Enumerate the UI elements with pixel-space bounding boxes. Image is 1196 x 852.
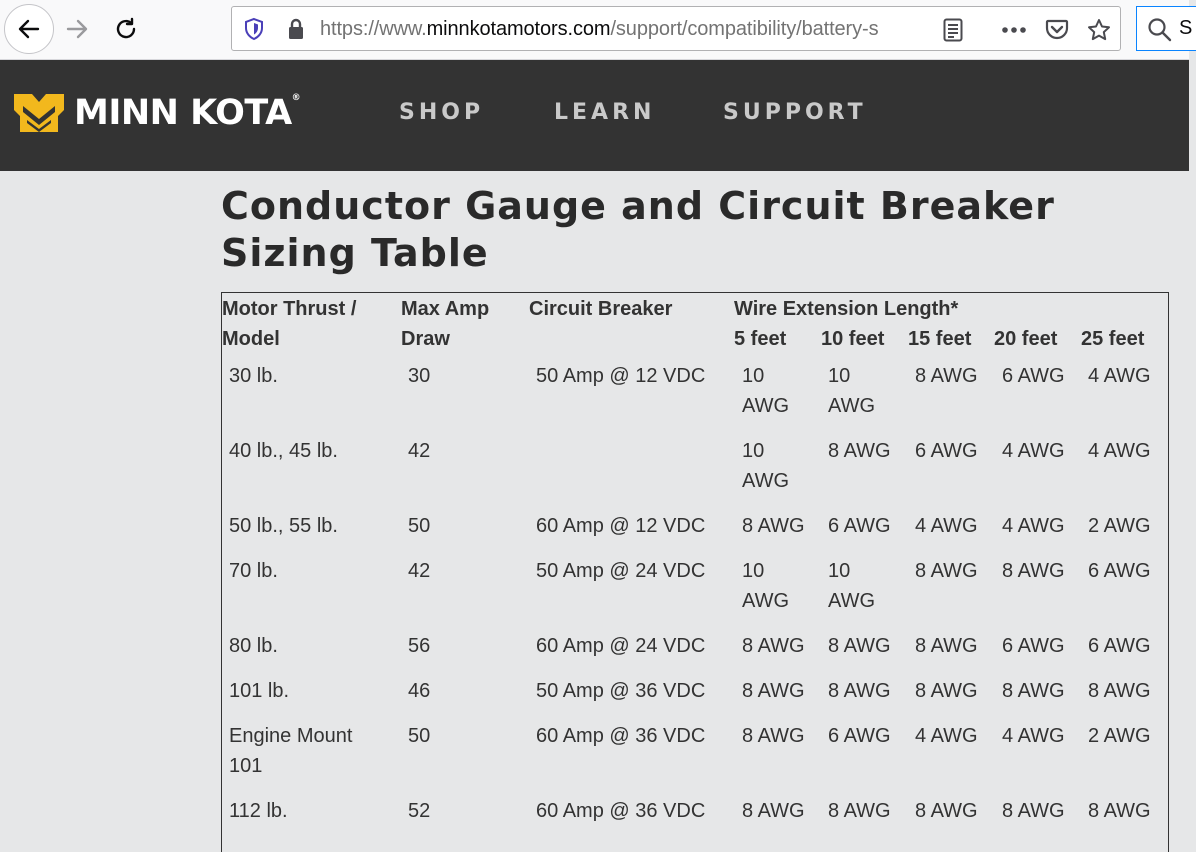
cell-wire-gauge [915, 361, 978, 391]
minn-kota-logo[interactable] [12, 90, 300, 136]
cell-wire-gauge-text: 8 AWG [915, 800, 978, 822]
cell-wire-gauge [1002, 631, 1065, 661]
logo-registered-mark: ® [291, 93, 301, 103]
cell-circuit-breaker-text: 60 Amp @ 12 VDC [536, 515, 706, 537]
cell-wire-gauge-text: 4 AWG [915, 725, 978, 747]
cell-max-amp [408, 556, 430, 586]
nav-shop[interactable]: SHOP [399, 100, 485, 125]
cell-wire-gauge [1088, 556, 1151, 586]
cell-wire-gauge-text: 6 AWG [1088, 635, 1151, 657]
cell-wire-gauge-text: 8 AWG [742, 725, 805, 747]
cell-max-amp-text: 50 [408, 515, 431, 537]
cell-max-amp [408, 436, 430, 466]
cell-wire-gauge [1088, 676, 1151, 706]
page-actions-icon[interactable] [998, 17, 1030, 43]
site-header [0, 60, 1189, 171]
cell-wire-gauge-text: 8 AWG [915, 635, 978, 657]
cell-wire-gauge [915, 676, 978, 706]
cell-wire-gauge-text: 10 [742, 365, 765, 387]
cell-wire-gauge-text: 8 AWG [828, 680, 891, 702]
cell-wire-gauge [915, 631, 978, 661]
cell-wire-gauge [1002, 436, 1065, 466]
cell-wire-gauge [742, 631, 805, 661]
cell-wire-gauge [828, 436, 891, 466]
cell-circuit-breaker-text: 60 Amp @ 24 VDC [536, 635, 706, 657]
page-title-line2: Sizing Table [221, 231, 489, 275]
cell-wire-gauge [828, 721, 891, 751]
cell-motor-text: 40 lb., 45 lb. [229, 440, 338, 462]
cell-wire-gauge-text: AWG [742, 590, 790, 612]
header-wire-extension: Wire Extension Length* [734, 298, 959, 320]
cell-wire-gauge [1088, 511, 1151, 541]
cell-circuit-breaker [536, 721, 705, 751]
cell-wire-gauge-text: 6 AWG [1002, 365, 1065, 387]
cell-wire-gauge [742, 796, 805, 826]
cell-circuit-breaker-text: 60 Amp @ 36 VDC [536, 725, 706, 747]
cell-wire-gauge-text: 6 AWG [915, 440, 978, 462]
nav-learn[interactable]: LEARN [554, 100, 656, 125]
cell-wire-gauge [915, 796, 978, 826]
header-length-25: 25 feet [1081, 328, 1145, 350]
header-motor-thrust [222, 294, 356, 354]
header-length-20: 20 feet [994, 328, 1058, 350]
cell-wire-gauge-text: 4 AWG [1088, 365, 1151, 387]
cell-max-amp-text: 42 [408, 560, 431, 582]
cell-wire-gauge-text: 8 AWG [1002, 680, 1065, 702]
bookmark-star-icon[interactable] [1084, 17, 1114, 43]
cell-wire-gauge-text: 4 AWG [1088, 440, 1151, 462]
url-path: /support/compatibility/battery-s [610, 18, 879, 40]
cell-wire-gauge-text: 2 AWG [1088, 725, 1151, 747]
cell-motor [229, 511, 338, 541]
cell-circuit-breaker-text: 50 Amp @ 36 VDC [536, 680, 706, 702]
cell-max-amp-text: 56 [408, 635, 431, 657]
cell-max-amp [408, 631, 430, 661]
cell-wire-gauge [828, 631, 891, 661]
cell-wire-gauge-text: 8 AWG [828, 635, 891, 657]
pocket-icon[interactable] [1042, 17, 1072, 43]
cell-circuit-breaker [536, 676, 705, 706]
cell-wire-gauge-text: 4 AWG [1002, 725, 1065, 747]
cell-wire-gauge [915, 436, 978, 466]
cell-wire-gauge-text: 6 AWG [1088, 560, 1151, 582]
cell-wire-gauge-text: 8 AWG [742, 515, 805, 537]
cell-wire-gauge [828, 676, 891, 706]
logo-wordmark: MINN KOTA [74, 93, 292, 133]
page-title [221, 183, 1081, 277]
cell-max-amp [408, 721, 430, 751]
cell-wire-gauge-text: 8 AWG [1088, 680, 1151, 702]
cell-motor-text: 30 lb. [229, 365, 278, 387]
cell-max-amp [408, 511, 430, 541]
cell-wire-gauge-text: 8 AWG [742, 800, 805, 822]
page-title-line1: Conductor Gauge and Circuit Breaker [221, 184, 1055, 228]
cell-max-amp-text: 52 [408, 800, 431, 822]
cell-max-amp-text: 46 [408, 680, 431, 702]
cell-max-amp-text: 30 [408, 365, 431, 387]
cell-motor [229, 676, 289, 706]
cell-wire-gauge-text: 8 AWG [1002, 800, 1065, 822]
cell-wire-gauge [828, 796, 891, 826]
cell-circuit-breaker [536, 511, 705, 541]
url-prefix: https://www. [320, 18, 427, 40]
cell-circuit-breaker-text: 50 Amp @ 12 VDC [536, 365, 706, 387]
cell-motor-text: 50 lb., 55 lb. [229, 515, 338, 537]
lock-icon[interactable] [284, 17, 308, 41]
cell-wire-gauge [1002, 556, 1065, 586]
cell-wire-gauge [1088, 721, 1151, 751]
cell-wire-gauge [742, 676, 805, 706]
cell-max-amp [408, 796, 430, 826]
back-arrow-icon [16, 16, 42, 42]
cell-wire-gauge [1088, 361, 1151, 391]
cell-wire-gauge-text: 8 AWG [915, 680, 978, 702]
cell-wire-gauge [1088, 631, 1151, 661]
cell-wire-gauge [1002, 511, 1065, 541]
cell-wire-gauge-text: 6 AWG [828, 515, 891, 537]
sizing-table [221, 292, 1169, 852]
cell-circuit-breaker-text: 50 Amp @ 24 VDC [536, 560, 706, 582]
cell-wire-gauge [742, 361, 789, 421]
cell-wire-gauge [1002, 676, 1065, 706]
cell-wire-gauge [1002, 796, 1065, 826]
cell-wire-gauge-text: 8 AWG [742, 680, 805, 702]
cell-wire-gauge [915, 511, 978, 541]
cell-wire-gauge-text: 10 [742, 440, 765, 462]
cell-max-amp [408, 361, 430, 391]
cell-wire-gauge-text: AWG [742, 470, 790, 492]
reload-icon [113, 16, 139, 42]
cell-wire-gauge-text: 4 AWG [915, 515, 978, 537]
cell-circuit-breaker [536, 556, 705, 586]
cell-wire-gauge [1088, 796, 1151, 826]
logo-text [74, 93, 300, 133]
cell-max-amp-text: 50 [408, 725, 431, 747]
cell-circuit-breaker [536, 796, 705, 826]
cell-wire-gauge [828, 511, 891, 541]
cell-wire-gauge-text: 8 AWG [1088, 800, 1151, 822]
cell-wire-gauge-text: 6 AWG [1002, 635, 1065, 657]
cell-wire-gauge [1002, 721, 1065, 751]
cell-wire-gauge [915, 721, 978, 751]
reload-button[interactable] [108, 12, 144, 46]
cell-wire-gauge [742, 721, 805, 751]
address-bar[interactable] [231, 6, 1121, 51]
cell-wire-gauge-text: 10 [828, 560, 851, 582]
cell-motor-text: Engine Mount [229, 725, 353, 747]
cell-motor-text: 101 [229, 755, 263, 777]
browser-toolbar [0, 0, 1193, 60]
cell-wire-gauge [828, 361, 875, 421]
cell-max-amp-text: 42 [408, 440, 431, 462]
cell-wire-gauge-text: 8 AWG [915, 560, 978, 582]
cell-wire-gauge-text: 8 AWG [1002, 560, 1065, 582]
cell-circuit-breaker [536, 361, 705, 391]
search-text: S [1179, 17, 1193, 39]
cell-motor-text: 112 lb. [229, 800, 288, 822]
cell-circuit-breaker-text: 60 Amp @ 36 VDC [536, 800, 706, 822]
cell-motor [229, 556, 278, 586]
logo-emblem-icon [12, 90, 66, 136]
cell-wire-gauge-text: 4 AWG [1002, 440, 1065, 462]
cell-wire-gauge-text: 10 [828, 365, 851, 387]
cell-motor-text: 101 lb. [229, 680, 290, 702]
cell-wire-gauge-text: 8 AWG [828, 800, 891, 822]
header-motor-line2: Model [222, 328, 280, 350]
header-amp-line1: Max Amp [401, 298, 490, 320]
cell-wire-gauge [915, 556, 978, 586]
cell-wire-gauge [1002, 361, 1065, 391]
header-length-5: 5 feet [734, 328, 787, 350]
cell-wire-gauge-text: AWG [742, 395, 790, 417]
cell-wire-gauge-text: 8 AWG [828, 440, 891, 462]
header-length-10: 10 feet [821, 328, 885, 350]
search-icon [1147, 17, 1173, 43]
reader-view-icon[interactable] [940, 17, 966, 43]
cell-wire-gauge [828, 556, 875, 616]
header-max-amp [401, 294, 489, 354]
cell-motor [229, 796, 288, 826]
header-motor-line1: Motor Thrust / [222, 298, 357, 320]
cell-wire-gauge-text: AWG [828, 590, 876, 612]
tracking-protection-icon[interactable] [242, 17, 266, 41]
header-length-15: 15 feet [908, 328, 972, 350]
search-box[interactable] [1136, 6, 1196, 51]
cell-wire-gauge-text: 2 AWG [1088, 515, 1151, 537]
cell-motor [229, 721, 352, 781]
cell-motor-text: 80 lb. [229, 635, 278, 657]
cell-wire-gauge-text: 8 AWG [915, 365, 978, 387]
nav-support[interactable]: SUPPORT [723, 100, 867, 125]
cell-motor-text: 70 lb. [229, 560, 278, 582]
cell-wire-gauge-text: 6 AWG [828, 725, 891, 747]
url-text[interactable] [320, 18, 926, 41]
cell-wire-gauge [742, 556, 789, 616]
header-circuit-breaker: Circuit Breaker [529, 298, 673, 320]
cell-motor [229, 436, 338, 466]
cell-circuit-breaker [536, 631, 705, 661]
forward-arrow-icon [64, 16, 90, 42]
cell-wire-gauge [742, 511, 805, 541]
cell-wire-gauge [1088, 436, 1151, 466]
cell-motor [229, 631, 278, 661]
forward-button[interactable] [60, 12, 94, 46]
cell-wire-gauge-text: 10 [742, 560, 765, 582]
url-host: minnkotamotors.com [426, 18, 611, 40]
cell-wire-gauge-text: 4 AWG [1002, 515, 1065, 537]
cell-wire-gauge [742, 436, 789, 496]
cell-max-amp [408, 676, 430, 706]
cell-wire-gauge-text: AWG [828, 395, 876, 417]
cell-wire-gauge-text: 8 AWG [742, 635, 805, 657]
cell-motor [229, 361, 278, 391]
header-amp-line2: Draw [401, 328, 450, 350]
back-button[interactable] [4, 4, 54, 54]
